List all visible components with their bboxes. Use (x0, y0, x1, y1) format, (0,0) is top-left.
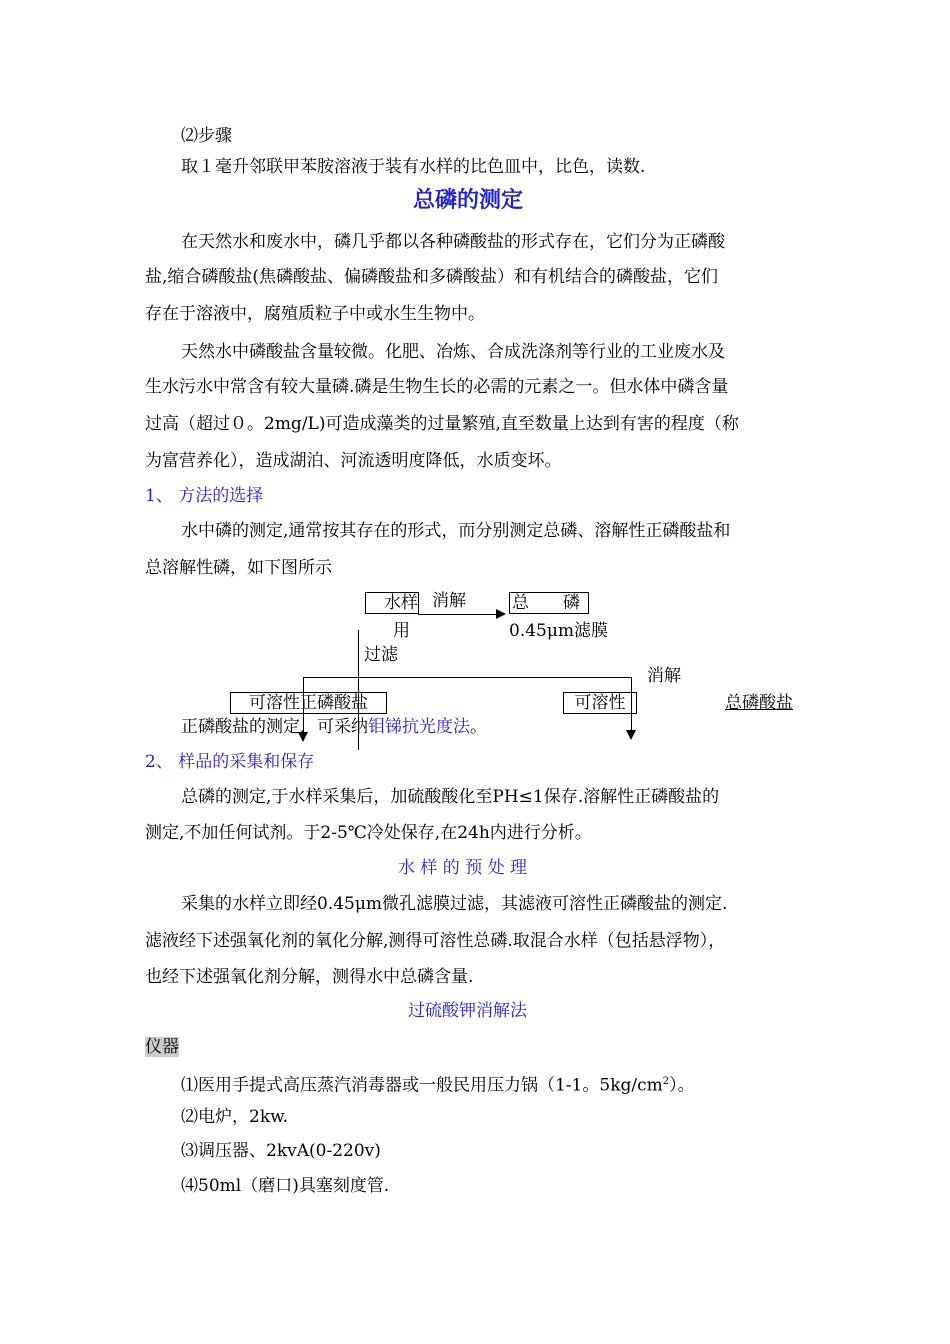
instruments-heading (145, 1036, 179, 1058)
intro-p1-line3: 存在于溶液中，腐殖质粒子中或水生生物中。 (145, 304, 485, 324)
filter-label: 过滤 (364, 645, 398, 665)
pretreat-line2: 滤液经下述强氧化剂的氧化分解,测得可溶性总磷.取混合水样（包括悬浮物）， (145, 931, 726, 951)
horizontal-branch-line (303, 677, 632, 678)
instrument-item-1-end: ）。 (669, 1075, 695, 1096)
instrument-item-1-text: ⑴医用手提式高压蒸汽消毒器或一般民用压力锅（1-1。5kg/cm (181, 1075, 663, 1096)
intro-p2-line4: 为富营养化），造成湖泊、河流透明度降低，水质变坏。 (145, 451, 562, 471)
intro-p2-line3: 过高（超过０。2mg/L)可造成藻类的过量繁殖,直至数量上达到有害的程度（称 (145, 414, 739, 434)
water-sample-box: 水样 (365, 592, 419, 614)
method-link: 钼锑抗光度法 (368, 717, 470, 737)
soluble-ortho-box: 可溶性正磷酸盐 (230, 692, 387, 714)
arrow-down-icon (626, 730, 636, 740)
section1-heading: 1、 方法的选择 (145, 486, 264, 506)
total-phosphate-label: 总磷酸盐 (725, 693, 793, 713)
step-text: 取１毫升邻联甲苯胺溶液于装有水样的比色皿中，比色，读数. (181, 157, 646, 177)
digest-arrow-line (418, 614, 498, 615)
instrument-item-4: ⑷50ml（磨口)具塞刻度管. (181, 1176, 390, 1196)
total-phosphorus-box: 总 磷 (509, 592, 589, 614)
instrument-item-2: ⑵电炉，2kw. (181, 1107, 289, 1127)
ortho-method-line (181, 716, 487, 738)
ortho-prefix: 正磷酸盐的测定，可采纳 (181, 717, 368, 737)
section2-heading: 2、 样品的采集和保存 (145, 752, 315, 772)
step-heading: ⑵步骤 (181, 126, 232, 146)
instruments-heading-text: 仪器 (145, 1037, 179, 1057)
intro-p1-line2: 盐,缩合磷酸盐(焦磷酸盐、偏磷酸盐和多磷酸盐）和有机结合的磷酸盐，它们 (145, 267, 719, 287)
instrument-item-3: ⑶调压器、2kvA(0-220v) (181, 1141, 381, 1161)
use-label: 用 (393, 621, 410, 641)
soluble-box: 可溶性 (563, 692, 637, 714)
digest-label-2: 消解 (647, 666, 681, 686)
intro-p2-line2: 生水污水中常含有较大量磷.磷是生物生长的必需的元素之一。但水体中磷含量 (145, 377, 729, 397)
page-title: 总磷的测定 (413, 188, 524, 213)
arrow-right-icon (496, 609, 506, 619)
section1-line1: 水中磷的测定,通常按其存在的形式，而分别测定总磷、溶解性正磷酸盐和 (181, 521, 731, 541)
section2-line1: 总磷的测定,于水样采集后，加硫酸酸化至PH≤1保存.溶解性正磷酸盐的 (181, 787, 720, 807)
pretreat-line1: 采集的水样立即经0.45μm微孔滤膜过滤，其滤液可溶性正磷酸盐的测定. (181, 894, 728, 914)
instrument-item-1 (181, 1071, 695, 1097)
digest-label-1: 消解 (432, 591, 466, 611)
pretreat-line3: 也经下述强氧化剂分解，测得水中总磷含量. (145, 967, 474, 987)
intro-p1-line1: 在天然水和废水中，磷几乎都以各种磷酸盐的形式存在，它们分为正磷酸 (181, 232, 725, 252)
superscript: 2 (662, 1076, 670, 1087)
ortho-suffix: 。 (470, 717, 487, 737)
intro-p2-line1: 天然水中磷酸盐含量较微。化肥、冶炼、合成洗涤剂等行业的工业废水及 (181, 342, 725, 362)
membrane-label: 0.45μm滤膜 (509, 621, 609, 641)
section1-line2: 总溶解性磷，如下图所示 (145, 558, 332, 578)
pretreat-heading: 水 样 的 预 处 理 (398, 858, 528, 878)
method-heading: 过硫酸钾消解法 (408, 1001, 527, 1021)
section2-line2: 测定,不加任何试剂。于2-5℃冷处保存,在24h内进行分析。 (145, 823, 592, 843)
